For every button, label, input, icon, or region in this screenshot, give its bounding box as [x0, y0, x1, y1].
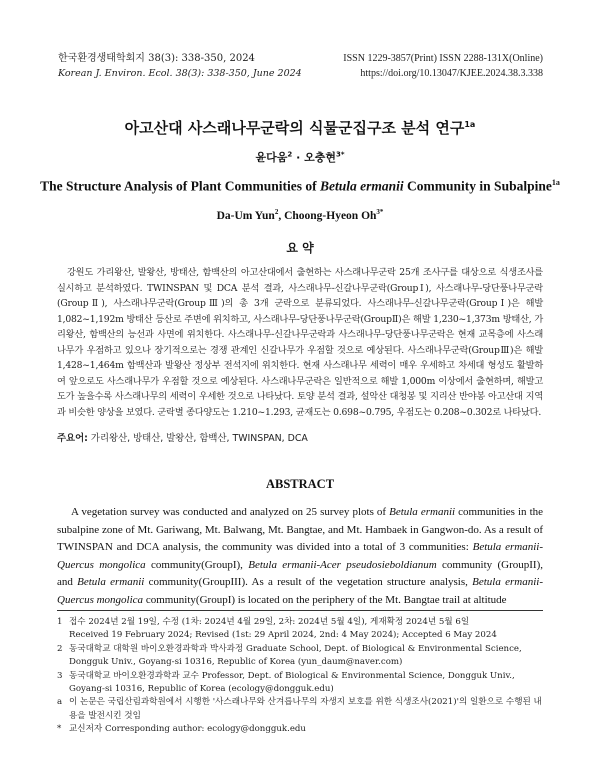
- journal-citation-ko: 한국환경생태학회지 38(3): 338-350, 2024: [58, 53, 255, 64]
- footnote: [57, 670, 543, 697]
- keywords-list: 가리왕산, 방태산, 발왕산, 함백산, TWINSPAN, DCA: [90, 433, 308, 444]
- footnote-mark: 2: [57, 643, 63, 654]
- footnote-text: Received 19 February 2024; Revised (1st: 29 April 2024, 2nd: 4 May 2024); Accepted 6 May 2024: [69, 630, 497, 641]
- journal-citation: [58, 51, 302, 81]
- footnote: [57, 643, 543, 670]
- footnote-text: 동국대학교 대학원 바이오환경과학과 박사과정 Graduate School, Dept. of Biological & Environmental Science, Dongguk Univ., Goyang-si 10316, Republic of Korea (yun_daum@naver.com): [69, 643, 522, 668]
- footnote-mark: *: [57, 724, 62, 735]
- footnote-mark: 1: [57, 617, 63, 627]
- abstract-text: A vegetation survey was conducted and analyzed on 25 survey plots of: [71, 506, 390, 518]
- abstract-text: community(GroupI),: [145, 558, 249, 571]
- footnote-mark: a: [57, 697, 63, 708]
- author-1-ko: 윤다움: [255, 151, 288, 164]
- korean-abstract-heading: 요 약: [286, 241, 314, 255]
- footnote: [57, 629, 543, 642]
- footnote: [57, 616, 543, 629]
- title-en-sup: 1a: [551, 178, 560, 187]
- authors-korean: [0, 149, 600, 165]
- issn: ISSN 1229-3857(Print) ISSN 2288-131X(Online): [343, 53, 543, 64]
- title-en-post: Community in Subalpine: [403, 178, 552, 194]
- abstract-text: community (GroupII), and: [57, 558, 543, 589]
- title-en-italic: Betula ermanii: [320, 178, 404, 194]
- footnote-text: 교신저자 Corresponding author: ecology@dongguk.edu: [69, 724, 306, 735]
- footnote-text: 동국대학교 바이오환경과학과 교수 Professor, Dept. of Biological & Environmental Science, Dongguk Univ., Goyang-si 10316, Republic of Korea (ecology@dongguk.edu): [69, 670, 515, 695]
- title-en-pre: The Structure Analysis of Plant Communities of: [40, 178, 321, 194]
- footnote-mark: [57, 629, 69, 642]
- abstract-text: community(GroupI) is located on the periphery of the Mt. Bangtae trail at altitude: [143, 593, 507, 606]
- abstract-text: communities in the subalpine zone of Mt. Gariwang, Mt. Balwang, Mt. Bangtae, and Mt. Hambaek in Gangwon-do. As a result of TWINSPAN and DCA analysis, the community was divided into a total of 3 communities:: [57, 506, 544, 554]
- species-name: Betula ermanii-Acer pseudosieboldianum: [248, 558, 437, 571]
- author-1-en: Da-Um Yun: [216, 209, 275, 222]
- title-english: [0, 178, 600, 195]
- author-2-en-sup: 3*: [376, 208, 384, 216]
- footnote: [57, 723, 543, 736]
- english-abstract: [57, 504, 543, 610]
- journal-citation-en: Korean J. Environ. Ecol. 38(3): 338-350, June 2024: [58, 68, 302, 79]
- keywords-label: 주요어:: [57, 433, 88, 444]
- species-name: Betula ermanii: [389, 506, 456, 518]
- species-name: Betula ermanii-Quercus mongolica: [57, 541, 543, 571]
- author-1-en-sup: 2: [274, 208, 279, 216]
- footnotes: [57, 616, 543, 737]
- keywords: [57, 430, 543, 444]
- author-2-ko-sup: 3*: [335, 150, 345, 159]
- abstract-text: community(GroupIII). As a result of the vegetation structure analysis,: [144, 576, 473, 589]
- title-korean-sup: 1a: [464, 120, 476, 129]
- journal-identifiers: [343, 51, 543, 81]
- author-2-en: , Choong-Hyeon Oh: [278, 209, 377, 222]
- footnote-text: 접수 2024년 2월 19일, 수정 (1차: 2024년 4월 29일, 2차: 2024년 5월 4일), 게재확정 2024년 5월 6일: [69, 617, 470, 627]
- authors-ko-separator: ·: [292, 151, 305, 164]
- doi-link[interactable]: https://doi.org/10.13047/KJEE.2024.38.3.338: [360, 68, 543, 79]
- footnote: [57, 696, 543, 723]
- footnote-text: 이 논문은 국립산림과학원에서 시행한 '사스래나무와 산겨릅나무의 자생지 보호를 위한 식생조사(2021)'의 일환으로 수행된 내용을 발전시킨 것임: [69, 697, 542, 721]
- author-1-ko-sup: 2: [287, 150, 293, 159]
- author-2-ko: 오충현: [304, 151, 336, 164]
- abstract-heading: ABSTRACT: [265, 477, 335, 491]
- footnote-divider: [57, 610, 543, 611]
- species-name: Betula ermanii-Quercus mongolica: [57, 576, 543, 606]
- authors-english: [0, 208, 600, 222]
- title-korean: [0, 117, 600, 138]
- species-name: Betula ermanii: [77, 576, 145, 589]
- footnote-mark: 3: [57, 670, 63, 681]
- korean-abstract: 강원도 가리왕산, 발왕산, 방태산, 함백산의 아고산대에서 출현하는 사스래나무군락 25개 조사구를 대상으로 식생조사를 실시하고 분석하였다. TWINSPAN 및 DCA 분석 결과, 사스래나무-신갈나무군락(GroupⅠ), 사스래나무-당단풍나무군락(GroupⅡ), 사스래나무군락(GroupⅢ)의 총 3개 군락으로 분류되었다. 사스래나무-신갈나무군락(GroupⅠ)은 해발 1,082~1,192m 방태산 등산로 주변에 위치하고, 사스래나무-당단풍나무군락(GroupⅡ)은 해발 1,230~1,373m 방태산, 가리왕산, 함백산의 능선과 사면에 위치한다. 사스래나무-신갈나무군락과 사스래나무-당단풍나무군락은 현재 교목층에 사스래나무가 우점하고 있으나 장기적으로는 경쟁 관계인 신갈나무가 우점할 것으로 예상된다. 사스래나무군락(GroupⅢ)은 해발 1,428~1,464m 함백산과 발왕산 정상부 전석지에 위치한다. 현재 사스래나무 세력이 매우 우세하고 차세대 형성도 활발하여 앞으로도 사스래나무가 우점할 것으로 예상된다. 사스래나무군락은 일반적으로 해발 1,000m 이상에서 출현하며, 해발고도가 높을수록 사스래나무의 세력이 우세한 것으로 나타났다. 토양 분석 결과, 설악산 대청봉 및 지리산 반야봉 아고산대 지역과 비슷한 양상을 보였다. 군락별 종다양도는 1.210~1.293, 균재도는 0.698~0.795, 우점도는 0.208~0.302로 나타났다.: [57, 267, 543, 418]
- title-korean-text: 아고산대 사스래나무군락의 식물군집구조 분석 연구: [124, 119, 465, 137]
